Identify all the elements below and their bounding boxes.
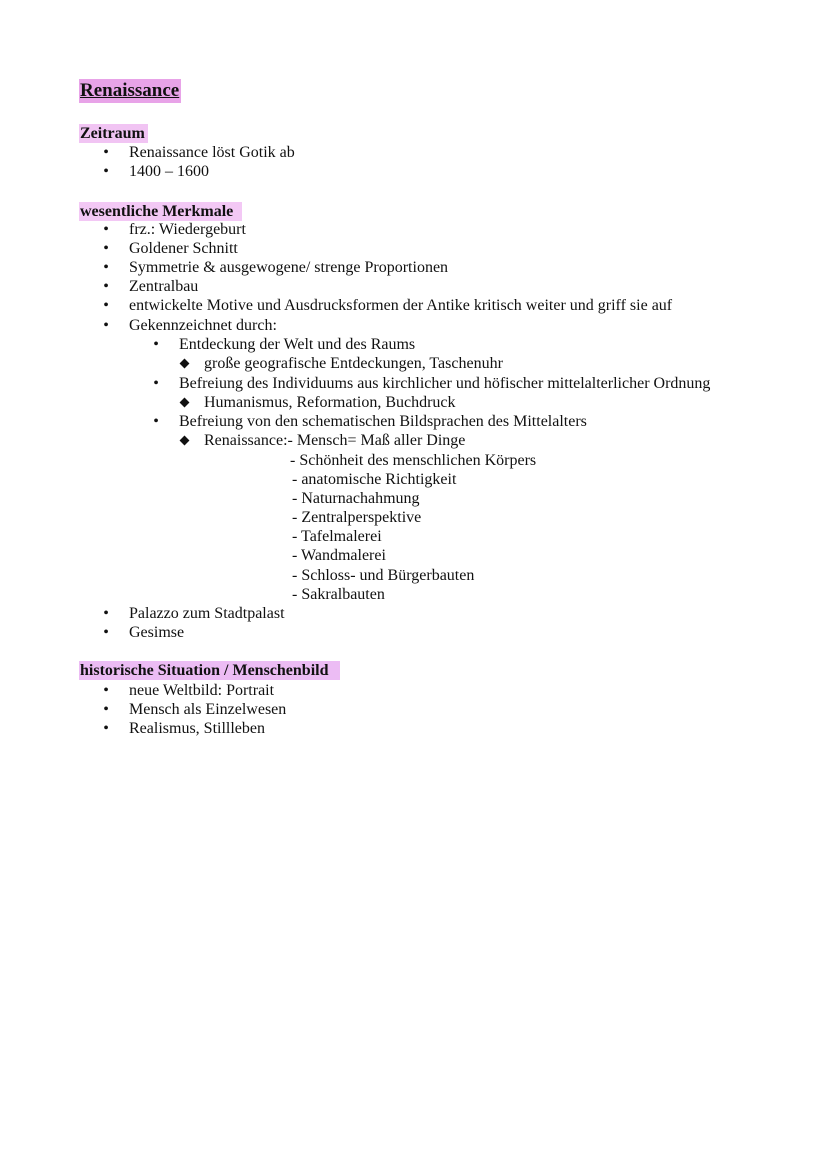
list-item: Gekennzeichnet durch: <box>129 317 277 334</box>
continuation-line: - Sakralbauten <box>292 586 385 603</box>
bullet-icon: • <box>103 297 109 314</box>
continuation-line: - Zentralperspektive <box>292 509 422 526</box>
detail-item: Humanismus, Reformation, Buchdruck <box>204 394 456 411</box>
detail-item: große geografische Entdeckungen, Taschenuhr <box>204 355 503 372</box>
diamond-bullet-icon <box>180 436 190 446</box>
list-item: Zentralbau <box>129 278 199 295</box>
bullet-icon: • <box>103 221 109 238</box>
bullet-icon: • <box>153 375 159 392</box>
sub-list-item: Befreiung von den schematischen Bildsprachen des Mittelalters <box>179 413 587 430</box>
bullet-icon: • <box>103 720 109 737</box>
diamond-bullet-icon <box>180 398 190 408</box>
list-item: Renaissance löst Gotik ab <box>129 144 295 161</box>
list-item: Goldener Schnitt <box>129 240 238 257</box>
list-item: Mensch als Einzelwesen <box>129 701 287 718</box>
list-item: Gesimse <box>129 624 185 641</box>
bullet-icon: • <box>103 163 109 180</box>
continuation-line: - Naturnachahmung <box>292 490 420 507</box>
bullet-icon: • <box>153 336 159 353</box>
diamond-bullet-icon <box>180 359 190 369</box>
continuation-line: - anatomische Richtigkeit <box>292 471 457 488</box>
bullet-icon: • <box>103 278 109 295</box>
list-item: Palazzo zum Stadtpalast <box>129 605 285 622</box>
sub-list-item: Befreiung des Individuums aus kirchlicher und höfischer mittelalterlicher Ordnung <box>179 375 711 392</box>
continuation-line: - Tafelmalerei <box>292 528 382 545</box>
list-item: frz.: Wiedergeburt <box>129 221 246 238</box>
section-heading-historisch: historische Situation / Menschenbild <box>79 661 340 680</box>
list-item: Realismus, Stillleben <box>129 720 265 737</box>
continuation-line: - Schönheit des menschlichen Körpers <box>290 452 537 469</box>
bullet-icon: • <box>103 701 109 718</box>
list-item: neue Weltbild: Portrait <box>129 682 275 699</box>
bullet-icon: • <box>153 413 159 430</box>
bullet-icon: • <box>103 144 109 161</box>
sub-list-item: Entdeckung der Welt und des Raums <box>179 336 416 353</box>
page-title: Renaissance <box>80 80 180 101</box>
list-item: entwickelte Motive und Ausdrucksformen der Antike kritisch weiter und griff sie auf <box>129 297 673 314</box>
bullet-icon: • <box>103 317 109 334</box>
continuation-line: - Schloss- und Bürgerbauten <box>292 567 475 584</box>
list-item: Symmetrie & ausgewogene/ strenge Proportionen <box>129 259 449 276</box>
section-heading-zeitraum: Zeitraum <box>79 124 148 143</box>
bullet-icon: • <box>103 605 109 622</box>
bullet-icon: • <box>103 624 109 641</box>
list-item: 1400 – 1600 <box>129 163 209 180</box>
bullet-icon: • <box>103 240 109 257</box>
bullet-icon: • <box>103 682 109 699</box>
detail-item: Renaissance:- Mensch= Maß aller Dinge <box>204 432 466 449</box>
continuation-line: - Wandmalerei <box>292 547 386 564</box>
section-heading-merkmale: wesentliche Merkmale <box>79 202 242 221</box>
bullet-icon: • <box>103 259 109 276</box>
